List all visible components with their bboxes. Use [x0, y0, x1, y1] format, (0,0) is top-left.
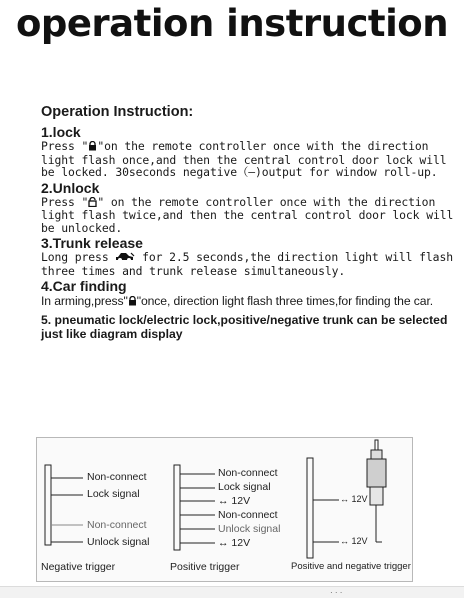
- combined-connector: [307, 458, 313, 558]
- wire-label: Unlock signal: [218, 523, 281, 535]
- section-body: [41, 196, 456, 235]
- body-text: " on the remote controller once with the direction light flash twice,and then the central control door lock will be unlocked.: [41, 194, 454, 235]
- body-text: "on the remote controller once with the direction light flash once,and then the central control door lock will be locked. 30seconds negative（—)output for window roll-up.: [41, 139, 447, 179]
- wire-label: Non-connect: [218, 467, 278, 479]
- wire-label: Non-connect: [87, 519, 147, 531]
- section-heading: 1.lock: [41, 124, 81, 140]
- section-lock: [41, 124, 456, 179]
- combined-trigger-caption: Positive and negative trigger: [291, 561, 411, 572]
- wiring-diagram-panel: [36, 437, 413, 582]
- section-trunk-release: [41, 235, 456, 277]
- wire-label: Lock signal: [218, 481, 271, 493]
- section-body: [41, 251, 456, 277]
- wire-label: Non-connect: [87, 471, 147, 483]
- body-text: Press ": [41, 194, 89, 209]
- page-title: operation instruction: [15, 2, 449, 45]
- wire-label: Lock signal: [87, 488, 140, 500]
- body-text: Press ": [41, 139, 89, 153]
- wire-label: ↔ 12V: [340, 536, 368, 546]
- wire-label: Unlock signal: [87, 536, 150, 548]
- section-heading: 3.Trunk release: [41, 235, 143, 251]
- page-banner: [0, 0, 464, 62]
- section-body: [41, 294, 456, 309]
- section-heading: 2.Unlock: [41, 179, 100, 196]
- document-title: Operation Instruction:: [41, 104, 194, 120]
- plug-icon: [367, 440, 386, 542]
- bottom-bar: [0, 586, 464, 598]
- wire-label: ↔ 12V: [218, 495, 251, 507]
- body-text: "once, direction light flash three times,for finding the car.: [136, 294, 434, 308]
- negative-connector: [45, 465, 51, 545]
- body-text: In arming,press": [41, 294, 128, 308]
- wire-label: ↔ 12V: [340, 494, 368, 504]
- section-car-finding: [41, 278, 456, 309]
- section-unlock: [41, 180, 456, 235]
- lock-icon: [128, 295, 137, 309]
- positive-trigger-caption: Positive trigger: [170, 561, 240, 573]
- instruction-document: [41, 104, 456, 353]
- body-text: for 2.5 seconds,the direction light will flash three times and trunk release simultaneously.: [41, 250, 453, 278]
- wire-label: Non-connect: [218, 509, 278, 521]
- item-5-text: 5. pneumatic lock/electric lock,positive/negative trunk can be selected just like diagram display: [41, 313, 448, 341]
- section-heading: 4.Car finding: [41, 278, 127, 294]
- body-text: Long press: [41, 250, 116, 264]
- positive-connector: [174, 465, 180, 550]
- negative-trigger-caption: Negative trigger: [41, 561, 116, 573]
- section-body: [41, 140, 456, 179]
- wire-label: ↔ 12V: [218, 537, 251, 549]
- footer-text: · · ·: [330, 588, 343, 597]
